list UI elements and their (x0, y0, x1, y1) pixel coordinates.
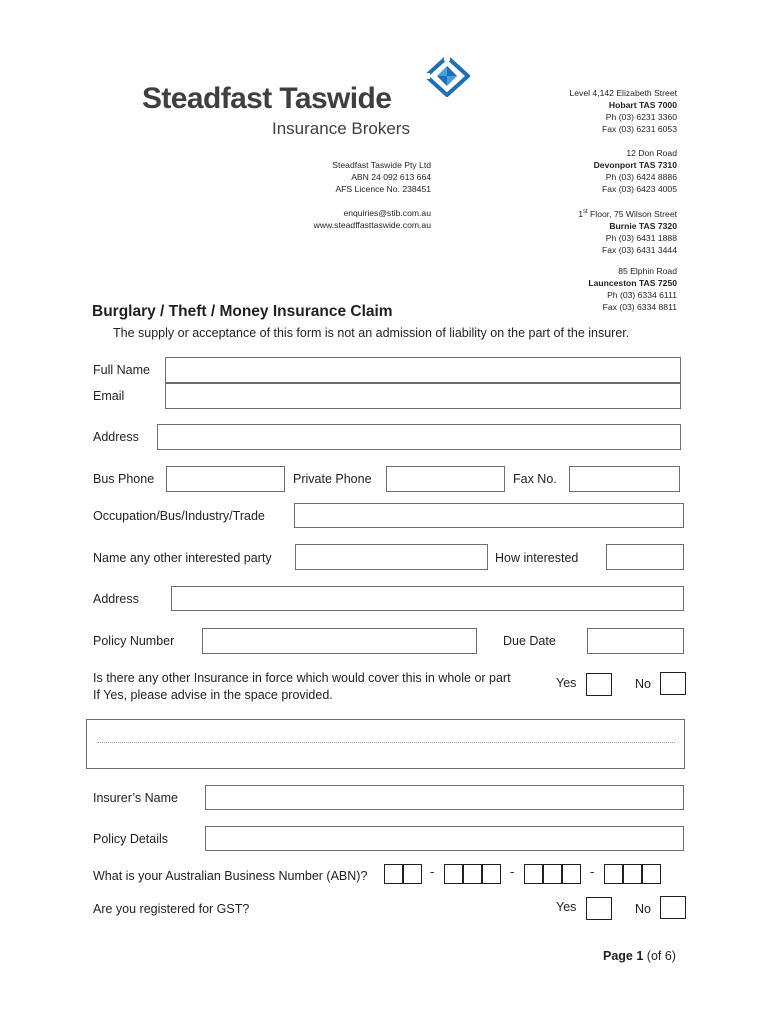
policy-details-input[interactable] (205, 826, 684, 851)
abn-digit-box[interactable] (444, 864, 463, 884)
fax-input[interactable] (569, 466, 680, 492)
bus-phone-label: Bus Phone (93, 472, 155, 486)
abn-separator: - (430, 864, 435, 879)
party-address-input[interactable] (171, 586, 684, 611)
office-devonport (477, 148, 677, 196)
office-fax: Fax (03) 6334 8811 (602, 301, 677, 312)
occupation-label: Occupation/Bus/Industry/Trade (93, 509, 265, 523)
form-title: Burglary / Theft / Money Insurance Claim (92, 303, 393, 320)
abn-digit-box[interactable] (384, 864, 403, 884)
abn-digit-box[interactable] (642, 864, 661, 884)
company-logo-name: Steadfast Taswide (142, 82, 392, 115)
private-phone-label: Private Phone (293, 472, 372, 486)
company-details (231, 160, 431, 196)
abn-label: What is your Australian Business Number (ABN)? (93, 869, 368, 883)
office-street: 12 Don Road (626, 148, 677, 158)
company-website[interactable]: www.steadffasttaswide.com.au (313, 219, 431, 230)
company-name: Steadfast Taswide Pty Ltd (332, 160, 431, 170)
abn-digit-box[interactable] (604, 864, 623, 884)
dotted-writing-line (97, 742, 675, 743)
full-name-input[interactable] (165, 357, 681, 383)
abn-digit-box[interactable] (482, 864, 501, 884)
company-afs: AFS Licence No. 238451 (335, 183, 431, 194)
gst-label: Are you registered for GST? (93, 902, 250, 916)
abn-digit-box[interactable] (403, 864, 422, 884)
how-interested-label: How interested (495, 551, 579, 565)
abn-separator: - (510, 864, 515, 879)
due-date-label: Due Date (503, 634, 556, 648)
office-street: Level 4,142 Elizabeth Street (569, 88, 677, 98)
interested-party-label: Name any other interested party (93, 551, 272, 565)
address-label: Address (93, 430, 139, 444)
email-input[interactable] (165, 383, 681, 409)
page-number: Page 1 (of 6) (603, 949, 676, 963)
other-insurance-question: Is there any other Insurance in force which would cover this in whole or part (93, 671, 511, 685)
company-abn: ABN 24 092 613 664 (351, 171, 431, 182)
gst-no-label: No (635, 902, 651, 916)
abn-digit-box[interactable] (562, 864, 581, 884)
other-insurance-details-textarea[interactable] (86, 719, 685, 769)
form-disclaimer: The supply or acceptance of this form is not an admission of liability on the part of the insurer. (113, 326, 630, 340)
company-email[interactable]: enquiries@stib.com.au (343, 208, 431, 218)
party-address-label: Address (93, 592, 139, 606)
company-logo-subtitle: Insurance Brokers (272, 119, 410, 138)
office-city: Launceston TAS 7250 (588, 277, 677, 288)
other-insurance-no-checkbox[interactable] (660, 672, 686, 695)
company-contact (231, 208, 431, 232)
other-insurance-note: If Yes, please advise in the space provided. (93, 688, 333, 702)
occupation-input[interactable] (294, 503, 684, 528)
office-phone: Ph (03) 6424 8886 (605, 171, 677, 182)
gst-yes-label: Yes (556, 900, 577, 914)
diamond-logo-icon (424, 55, 470, 97)
office-fax: Fax (03) 6423 4005 (601, 183, 677, 194)
office-fax: Fax (03) 6431 3444 (601, 244, 677, 255)
office-phone: Ph (03) 6431 1888 (605, 232, 677, 243)
office-city: Hobart TAS 7000 (608, 99, 677, 110)
policy-number-label: Policy Number (93, 634, 175, 648)
office-city: Devonport TAS 7310 (593, 159, 677, 170)
office-launceston (477, 266, 677, 314)
office-phone: Ph (03) 6334 6111 (607, 289, 677, 300)
bus-phone-input[interactable] (166, 466, 285, 492)
office-street: 85 Elphin Road (618, 266, 677, 276)
abn-digit-box[interactable] (524, 864, 543, 884)
gst-no-checkbox[interactable] (660, 896, 686, 919)
interested-party-input[interactable] (295, 544, 488, 570)
policy-details-label: Policy Details (93, 832, 169, 846)
office-street: 1st Floor, 75 Wilson Street (578, 208, 677, 219)
private-phone-input[interactable] (386, 466, 505, 492)
abn-digit-box[interactable] (463, 864, 482, 884)
abn-digit-box[interactable] (623, 864, 642, 884)
abn-digit-box[interactable] (543, 864, 562, 884)
abn-separator: - (590, 864, 595, 879)
insurer-name-input[interactable] (205, 785, 684, 810)
address-input[interactable] (157, 424, 681, 450)
due-date-input[interactable] (587, 628, 684, 654)
gst-yes-checkbox[interactable] (586, 897, 612, 920)
fax-label: Fax No. (513, 472, 557, 486)
office-city: Burnie TAS 7320 (609, 220, 677, 231)
office-burnie (477, 207, 677, 256)
how-interested-input[interactable] (606, 544, 684, 570)
policy-number-input[interactable] (202, 628, 477, 654)
other-insurance-no-label: No (635, 677, 651, 691)
office-phone: Ph (03) 6231 3360 (605, 111, 677, 122)
insurer-name-label: Insurer’s Name (93, 791, 178, 805)
other-insurance-yes-label: Yes (556, 676, 577, 690)
office-hobart (477, 88, 677, 136)
email-label: Email (93, 389, 125, 403)
office-fax: Fax (03) 6231 6053 (601, 123, 677, 134)
full-name-label: Full Name (93, 363, 150, 377)
other-insurance-yes-checkbox[interactable] (586, 673, 612, 696)
